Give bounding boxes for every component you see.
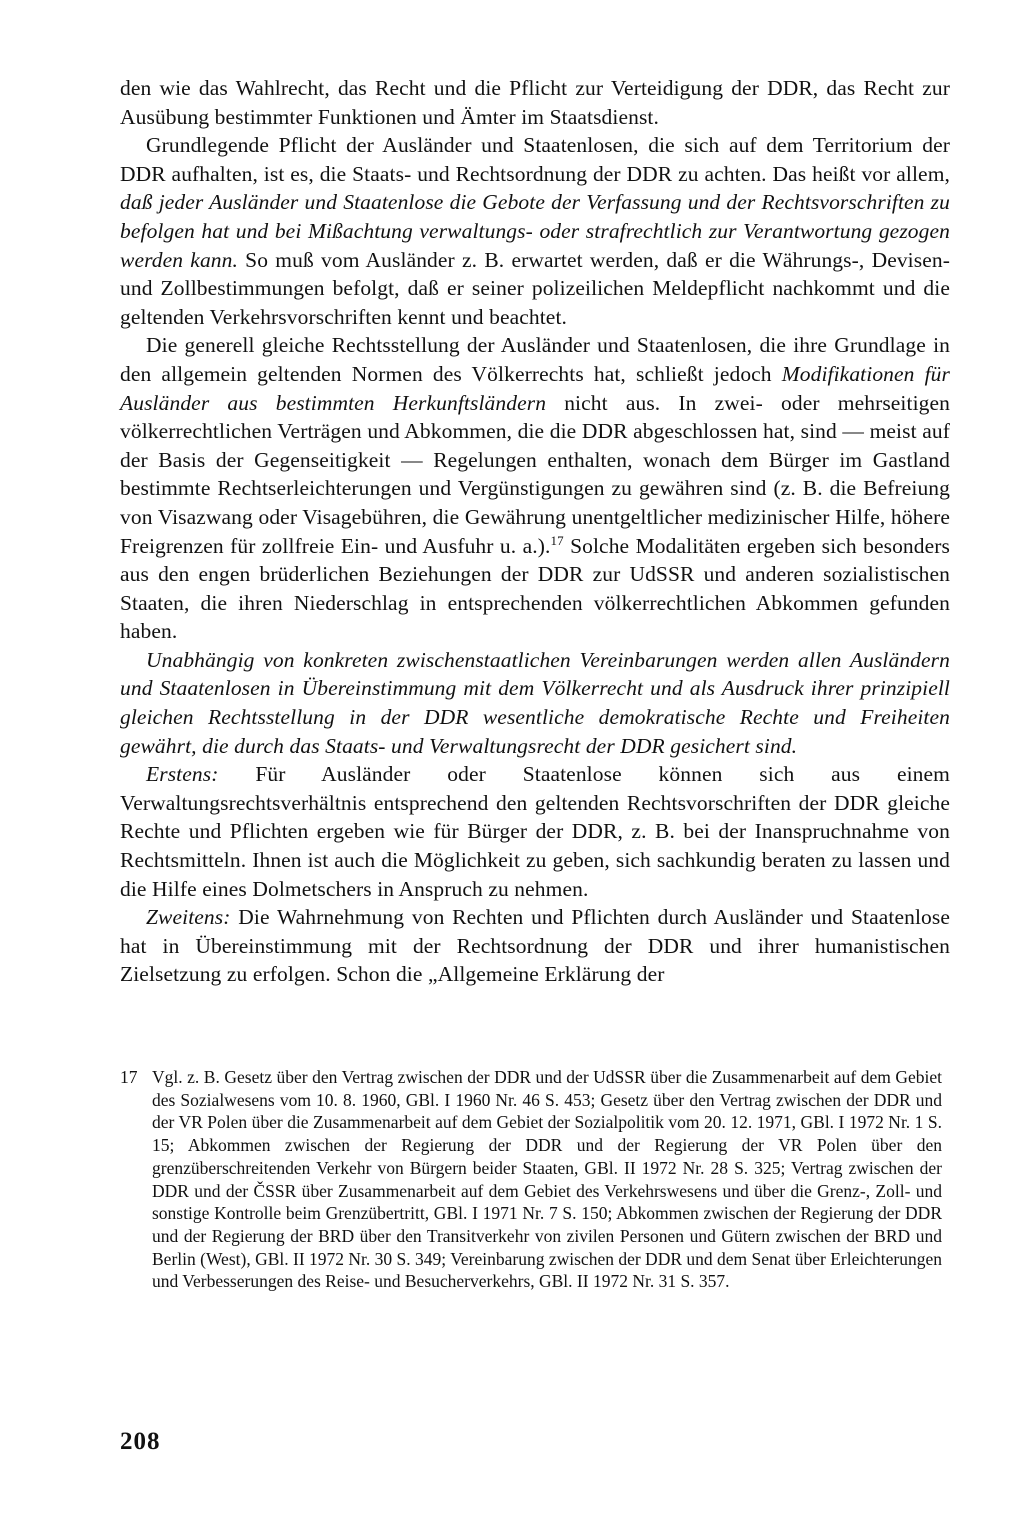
paragraph-3-text-b: nicht aus. In zwei- oder mehrseitigen völkerrechtlichen Verträgen und Abkommen, die die DDR abgeschlossen hat, sind — meist auf der Basis der Gegenseitigkeit — Regelungen enthalten, wonach dem Bürger im Gastland bestimmte Rechtserleichterungen und Vergünstigungen zu gewähren sind (z. B. die Befreiung von Visazwang oder Visagebühren, die Gewährung unentgeltlicher medizinischer Hilfe, höhere Freigrenzen für zollfreie Ein- und Ausfuhr u. a.). xyxy=(120,390,951,558)
paragraph-3-text-c: Solche Modalitäten ergeben sich besonders aus den engen brüderlichen Beziehungen der DDR zur UdSSR und anderen sozialistischen Staaten, die ihren Niederschlag in entsprechenden völkerrechtlichen Abkommen gefunden haben. xyxy=(120,533,950,644)
paragraph-5 xyxy=(120,760,950,903)
paragraph-2-text-b: So muß vom Ausländer z. B. erwartet werden, daß er die Währungs-, Devisen- und Zollbestimmungen befolgt, daß er seiner polizeilichen Meldepflicht nachkommt und die geltenden Verkehrsvorschriften kennt und beachtet. xyxy=(120,247,950,329)
footnotes xyxy=(120,1066,942,1293)
paragraph-6 xyxy=(120,903,950,989)
paragraph-3-emphasis: Modifikationen für Ausländer aus bestimmten Herkunftsländern xyxy=(120,361,950,415)
footnote-text: Vgl. z. B. Gesetz über den Vertrag zwischen der DDR und der UdSSR über die Zusammenarbeit auf dem Gebiet des Sozialwesens vom 10. 8. 1960, GBl. I 1960 Nr. 46 S. 453; Gesetz über den Vertrag zwischen der DDR und der VR Polen über die Zusammenarbeit auf dem Gebiet der Sozialpolitik vom 20. 12. 1971, GBl. I 1972 Nr. 1 S. 15; Abkommen zwischen der Regierung der DDR und der Regierung der VR Polen über den grenzüberschreitenden Verkehr von Bürgern beider Staaten, GBl. II 1972 Nr. 28 S. 325; Vertrag zwischen der DDR und der ČSSR über Zusammenarbeit auf dem Gebiet des Verkehrswesens und über die Grenz-, Zoll- und sonstige Kontrolle beim Grenzübertritt, GBl. I 1971 Nr. 7 S. 150; Abkommen zwischen der Regierung der DDR und der Regierung der BRD über den Transitverkehr von zivilen Personen und Gütern zwischen der BRD und Berlin (West), GBl. II 1972 Nr. 30 S. 349; Vereinbarung zwischen der DDR und dem Senat über Erleichterungen und Verbesserungen des Reise- und Besucherverkehrs, GBl. II 1972 Nr. 31 S. 357. xyxy=(152,1067,942,1292)
paragraph-3 xyxy=(120,331,950,646)
paragraph-4-emphasis: Unabhängig von konkreten zwischenstaatlichen Vereinbarungen werden allen Ausländern und Staatenlosen in Übereinstimmung mit dem Völkerrecht und als Ausdruck ihrer prinzipiell gleichen Rechtsstellung in der DDR wesentliche demokratische Rechte und Freiheiten gewährt, die durch das Staats- und Verwaltungsrecht der DDR gesichert sind. xyxy=(120,647,950,758)
paragraph-2 xyxy=(120,131,950,331)
paragraph-6-text: Die Wahrnehmung von Rechten und Pflichten durch Ausländer und Staatenlose hat in Übereinstimmung mit der Rechtsordnung der DDR und ihrer humanistischen Zielsetzung zu erfolgen. Schon die „Allgemeine Erklärung der xyxy=(120,905,950,987)
paragraph-1-text: den wie das Wahlrecht, das Recht und die Pflicht zur Verteidigung der DDR, das Recht zur Ausübung bestimmter Funktionen und Ämter im Staatsdienst. xyxy=(120,76,950,129)
body-text xyxy=(120,74,950,989)
paragraph-1 xyxy=(120,74,950,131)
paragraph-6-lead: Zweitens: xyxy=(146,905,231,930)
paragraph-2-text-a: Grundlegende Pflicht der Ausländer und Staatenlosen, die sich auf dem Territorium der DDR aufhalten, ist es, die Staats- und Rechtsordnung der DDR zu achten. Das heißt vor allem, xyxy=(120,133,950,186)
paragraph-5-text: Für Ausländer oder Staatenlose können sich aus einem Verwaltungsrechtsverhältnis entsprechend den geltenden Rechtsvorschriften der DDR gleiche Rechte und Pflichten ergeben wie für Bürger der DDR, z. B. bei der Inanspruchnahme von Rechtsmitteln. Ihnen ist auch die Möglichkeit zu geben, sich sachkundig beraten zu lassen und die Hilfe eines Dolmetschers in Anspruch zu nehmen. xyxy=(120,762,950,901)
paragraph-3-text-a: Die generell gleiche Rechtsstellung der Ausländer und Staatenlosen, die ihre Grundlage in den allgemein geltenden Normen des Völkerrechts hat, schließt jedoch xyxy=(120,333,950,386)
footnote-number: 17 xyxy=(120,1067,138,1087)
page-number: 208 xyxy=(120,1428,161,1455)
paragraph-4 xyxy=(120,646,950,760)
paragraph-5-lead: Erstens: xyxy=(146,762,219,787)
paragraph-2-emphasis: daß jeder Ausländer und Staatenlose die Gebote der Verfassung und der Rechtsvorschriften zu befolgen hat und bei Mißachtung verwaltungs- oder strafrechtlich zur Verantwortung gezogen werden kann. xyxy=(120,190,950,272)
footnote-reference: 17 xyxy=(550,532,564,548)
